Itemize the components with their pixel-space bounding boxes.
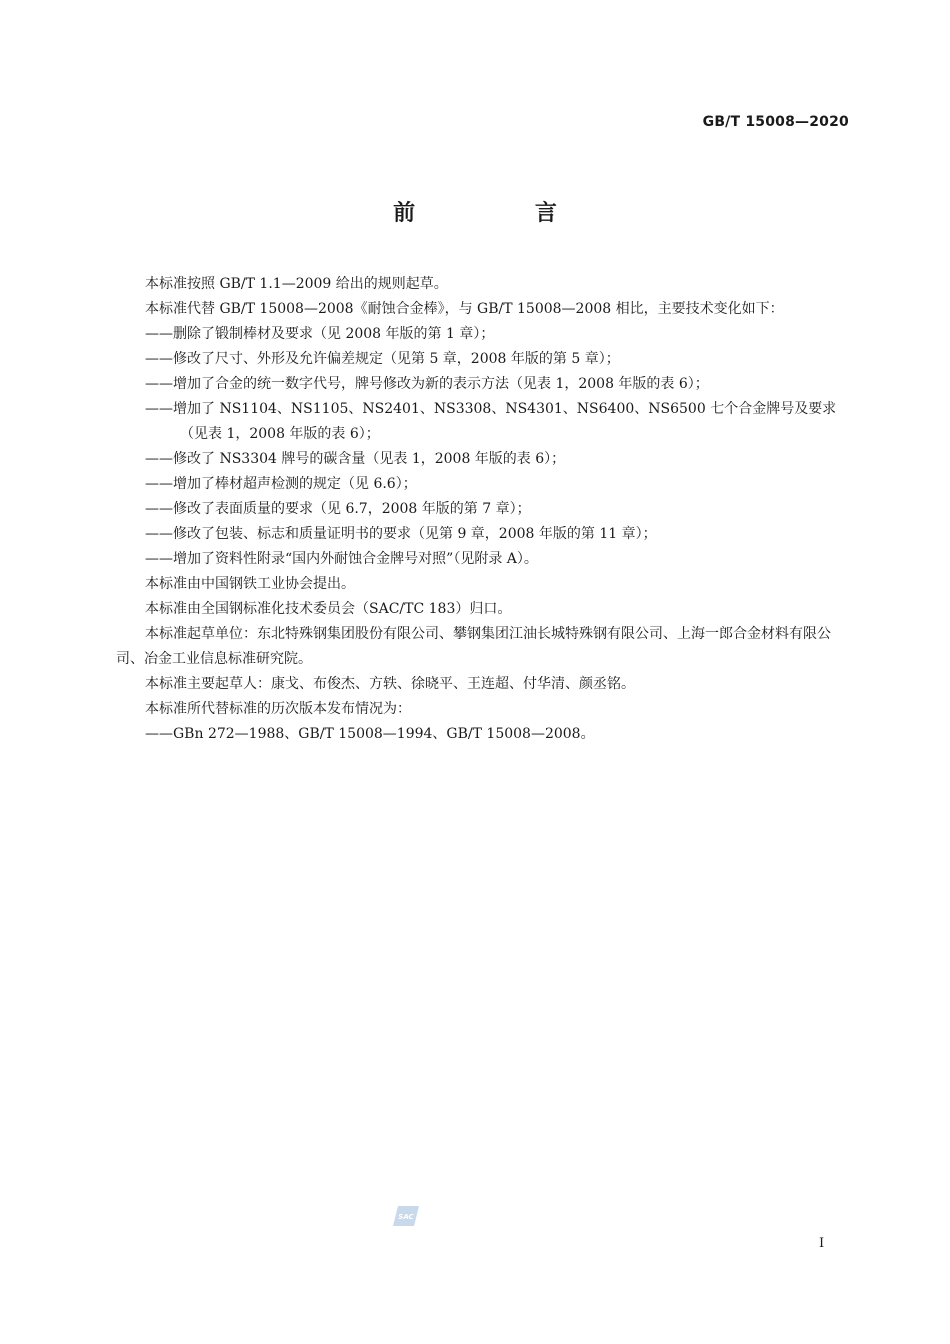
list-item: ——增加了棒材超声检测的规定（见 6.6）； xyxy=(145,476,417,492)
history-item: ——GBn 272—1988、GB/T 15008—1994、GB/T 15008—2008。 xyxy=(145,726,595,742)
list-item: ——修改了尺寸、外形及允许偏差规定（见第 5 章，2008 年版的第 5 章）； xyxy=(145,351,620,367)
list-item: ——修改了 NS3304 牌号的碳含量（见表 1，2008 年版的表 6）； xyxy=(145,451,566,467)
sac-watermark-logo xyxy=(392,1205,420,1227)
list-item: ——增加了合金的统一数字代号，牌号修改为新的表示方法（见表 1，2008 年版的表 6）； xyxy=(145,376,709,392)
list-item: ——删除了锻制棒材及要求（见 2008 年版的第 1 章）； xyxy=(145,326,495,342)
paragraph-proposer: 本标准由中国钢铁工业协会提出。 xyxy=(145,576,355,592)
paragraph-drafters: 本标准主要起草人：康戈、布俊杰、方轶、徐晓平、王连超、付华清、颜丞铭。 xyxy=(145,676,635,692)
paragraph-drafting-rule: 本标准按照 GB/T 1.1—2009 给出的规则起草。 xyxy=(145,276,448,292)
svg-text:SAC: SAC xyxy=(398,1213,414,1221)
list-item: ——增加了资料性附录“国内外耐蚀合金牌号对照”（见附录 A）。 xyxy=(145,551,538,567)
list-item: ——增加了 NS1104、NS1105、NS2401、NS3308、NS4301、NS6400、NS6500 七个合金牌号及要求 xyxy=(145,401,837,417)
document-body xyxy=(116,272,850,747)
page-number: I xyxy=(819,1236,825,1251)
page-title: 前 言 xyxy=(393,201,613,226)
paragraph-history-intro: 本标准所代替标准的历次版本发布情况为： xyxy=(145,701,411,717)
paragraph-replacement: 本标准代替 GB/T 15008—2008《耐蚀合金棒》，与 GB/T 15008—2008 相比，主要技术变化如下： xyxy=(145,301,784,317)
paragraph-committee: 本标准由全国钢标准化技术委员会（SAC/TC 183）归口。 xyxy=(145,601,512,617)
standard-code: GB/T 15008—2020 xyxy=(702,114,849,130)
list-item: ——修改了包装、标志和质量证明书的要求（见第 9 章，2008 年版的第 11 章）； xyxy=(145,526,657,542)
paragraph-drafting-units: 本标准起草单位：东北特殊钢集团股份有限公司、攀钢集团江油长城特殊钢有限公司、上海一郎合金材料有限公司、冶金工业信息标准研究院。 xyxy=(116,626,831,667)
list-item-continuation: （见表 1，2008 年版的表 6）； xyxy=(180,426,380,442)
list-item: ——修改了表面质量的要求（见 6.7，2008 年版的第 7 章）； xyxy=(145,501,531,517)
